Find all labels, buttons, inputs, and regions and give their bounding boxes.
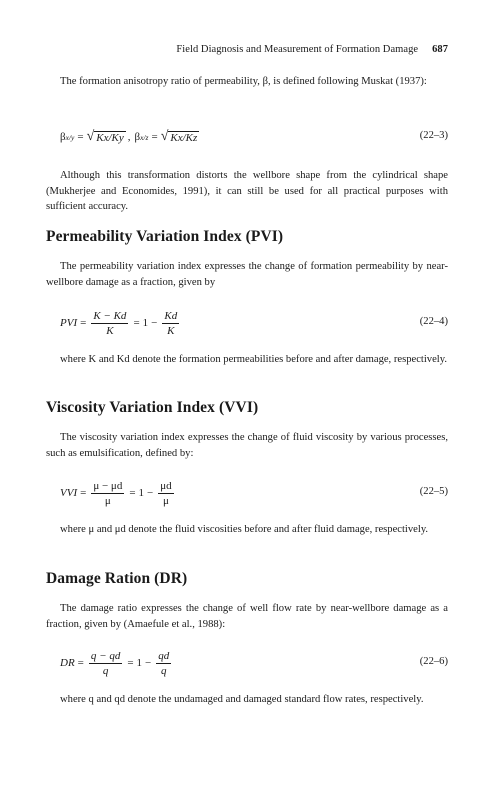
equation-22-3 (46, 120, 448, 154)
equation-22-5 (46, 476, 448, 510)
pvi-where-paragraph: where K and Kd denote the formation permeabilities before and after damage, respectively. (60, 354, 447, 365)
equation-22-6 (46, 646, 448, 680)
dr-paragraph: The damage ratio expresses the change of well flow rate by near-wellbore damage as a fraction, given by (Amaefule et al., 1988): (46, 603, 448, 630)
equation-body: PVI = $\frac{K - Kd}{K}$ = 1 − $\frac{Kd}{K}$ (60, 309, 178, 337)
equation-number: (22–3) (419, 130, 448, 141)
equation-body: DR = $\frac{q - qd}{q}$ = 1 − $\frac{qd}{q}$ (60, 649, 170, 677)
intro-paragraph: The formation anisotropy ratio of permeability, β, is defined following Muskat (1937): (60, 76, 427, 87)
section-heading-dr: Damage Ration (DR) (46, 570, 188, 587)
section-heading-pvi: Permeability Variation Index (PVI) (46, 228, 284, 245)
sqrt-expression: √ Kx/Kz (160, 128, 198, 144)
transformation-paragraph: Although this transformation distorts the wellbore shape from the cylindrical shape (Mukherjee and Economides, 1991), it can still be used for all practical purposes with sufficient accuracy. (46, 170, 448, 212)
page-number: 687 (432, 44, 448, 55)
equation-number: (22–6) (419, 656, 448, 667)
equation-number: (22–5) (419, 486, 448, 497)
equation-number: (22–4) (419, 316, 448, 327)
fraction: $\frac{K - Kd}{K}$ (93, 309, 127, 337)
fraction: $\frac{Kd}{K}$ (164, 309, 178, 337)
vvi-paragraph: The viscosity variation index expresses the change of fluid viscosity by various processes, such as emulsification, defined by: (46, 432, 448, 459)
dr-where-paragraph: where q and qd denote the undamaged and damaged standard flow rates, respectively. (60, 694, 424, 705)
running-title: Field Diagnosis and Measurement of Formation Damage (176, 44, 419, 55)
pvi-paragraph: The permeability variation index expresses the change of formation permeability by near-wellbore damage as a fraction, given by (46, 261, 448, 288)
running-header (60, 44, 448, 55)
sqrt-expression: √ Kx/Ky (86, 128, 124, 144)
fraction: $\frac{\mu - \mu d}{\mu}$ (93, 479, 123, 507)
fraction: $\frac{qd}{q}$ (158, 649, 170, 677)
fraction: $\frac{\mu d}{\mu}$ (160, 479, 172, 507)
equation-body: β x/y = √ Kx/Ky , β x/z = √ Kx/Kz (60, 128, 198, 144)
section-heading-vvi: Viscosity Variation Index (VVI) (46, 399, 259, 416)
fraction: $\frac{q - qd}{q}$ (90, 649, 121, 677)
vvi-where-paragraph: where μ and μd denote the fluid viscosities before and after fluid damage, respectively. (60, 524, 429, 535)
equation-22-4 (46, 306, 448, 340)
equation-body: VVI = $\frac{\mu - \mu d}{\mu}$ = 1 − $\frac{\mu d}{\mu}$ (60, 479, 172, 507)
